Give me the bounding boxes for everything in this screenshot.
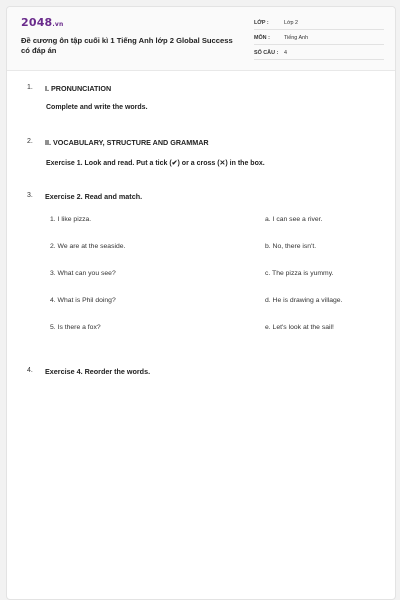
match-left-item: 5. Is there a fox? (50, 324, 101, 331)
match-left-item: 4. What is Phil doing? (50, 297, 116, 304)
meta-subject-label: MÔN : (254, 35, 270, 41)
match-right-item: d. He is drawing a village. (265, 297, 343, 304)
question-number: 3. (27, 192, 33, 199)
meta-count-label: SỐ CÂU : (254, 50, 279, 56)
meta-subject-row (254, 34, 384, 45)
meta-class-value: Lớp 2 (284, 20, 299, 26)
document-header (7, 7, 395, 71)
meta-subject-value: Tiếng Anh (284, 35, 309, 41)
match-right-item: e. Let's look at the sail! (265, 324, 334, 331)
question-instruction: Complete and write the words. (46, 104, 148, 111)
question-instruction: Exercise 1. Look and read. Put a tick (✔) or a cross (✕) in the box. (46, 160, 265, 167)
match-right-item: c. The pizza is yummy. (265, 270, 334, 277)
question-number: 4. (27, 367, 33, 374)
question-title: II. VOCABULARY, STRUCTURE AND GRAMMAR (45, 138, 209, 147)
logo-suffix: .vn (52, 21, 64, 28)
meta-class-row (254, 19, 384, 30)
worksheet (6, 6, 396, 600)
match-right-item: b. No, there isn't. (265, 243, 317, 250)
match-left-item: 2. We are at the seaside. (50, 243, 126, 250)
site-logo[interactable] (21, 16, 63, 29)
question-title: Exercise 2. Read and match. (45, 192, 143, 201)
document-title: Đề cương ôn tập cuối kì 1 Tiếng Anh lớp 2 Global Success có đáp án (21, 36, 233, 55)
meta-count-row (254, 49, 384, 60)
meta-class-label: LỚP : (254, 20, 269, 26)
question-title: I. PRONUNCIATION (45, 84, 112, 93)
question-number: 1. (27, 84, 33, 91)
question-number: 2. (27, 138, 33, 145)
match-left-item: 3. What can you see? (50, 270, 116, 277)
question-title: Exercise 4. Reorder the words. (45, 367, 151, 376)
match-right-item: a. I can see a river. (265, 216, 323, 223)
logo-main: 2048 (21, 16, 53, 29)
match-left-item: 1. I like pizza. (50, 216, 92, 223)
meta-count-value: 4 (284, 50, 287, 56)
